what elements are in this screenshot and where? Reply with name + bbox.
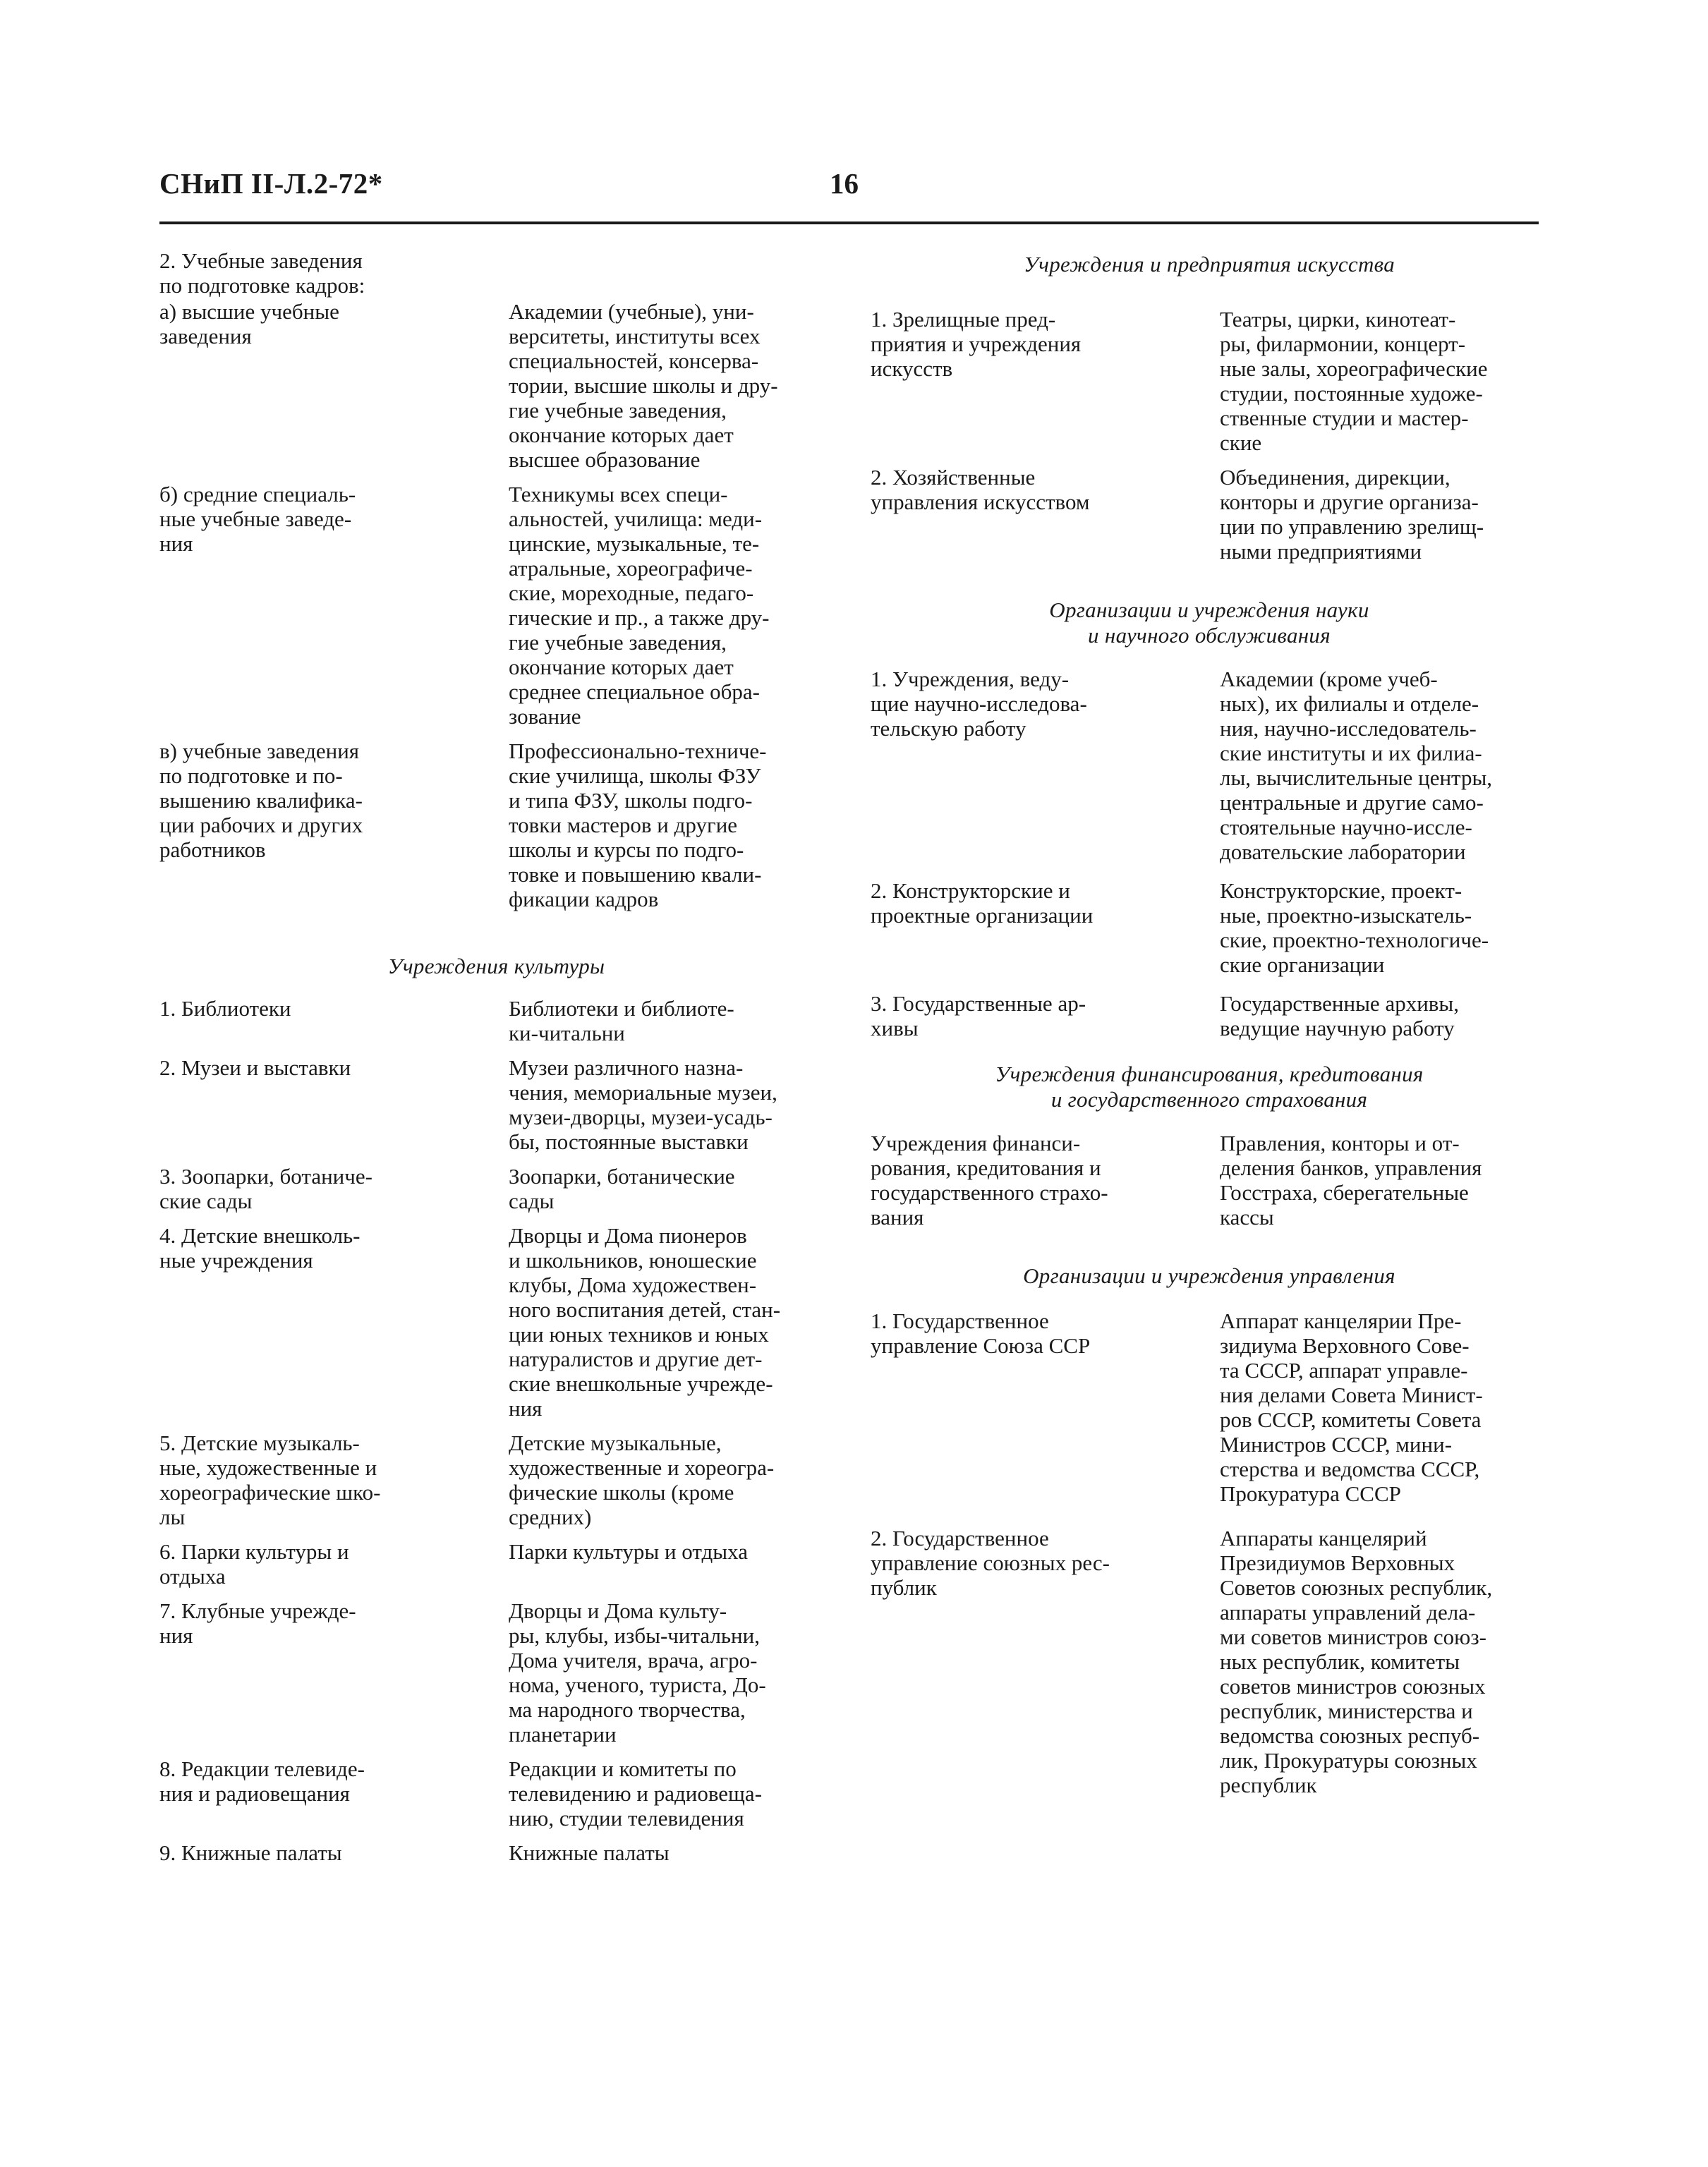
table-row — [159, 1539, 833, 1589]
row-definition: Парки культуры и отдыха — [509, 1539, 748, 1564]
table-row — [159, 1431, 833, 1529]
table-row — [871, 667, 1548, 864]
table-row — [871, 307, 1548, 455]
row-definition: Редакции и комитеты по телевидению и радиовеща- нию, студии телевидения — [509, 1756, 763, 1831]
row-definition: Дворцы и Дома культу- ры, клубы, избы-читальни, Дома учителя, врача, агро- нома, ученого, туриста, До- ма народного творчества, планетарии — [509, 1598, 766, 1747]
section-heading-culture: Учреждения культуры — [387, 954, 605, 978]
row-term: 2. Государственное управление союзных рес- публик — [871, 1526, 1110, 1600]
table-row — [159, 996, 833, 1045]
education-intro: 2. Учебные заведения по подготовке кадров: — [159, 248, 365, 298]
table-row — [871, 991, 1548, 1040]
document-code: СНиП II-Л.2-72* — [159, 167, 383, 200]
right-column — [871, 248, 1548, 1797]
table-row — [871, 1526, 1548, 1797]
table-row — [871, 1309, 1548, 1506]
row-term: 2. Хозяйственные управления искусством — [871, 465, 1090, 514]
row-definition: Музеи различного назна- чения, мемориальные музеи, музеи-дворцы, музеи-усадь- бы, постоянные выставки — [509, 1055, 777, 1154]
table-row — [159, 1223, 833, 1421]
table-row — [159, 1598, 833, 1747]
table-row — [871, 878, 1548, 977]
row-definition: Зоопарки, ботанические сады — [509, 1164, 735, 1213]
row-term: 9. Книжные палаты — [159, 1840, 342, 1865]
row-definition: Дворцы и Дома пионеров и школьников, юношеские клубы, Дома художествен- ного воспитания детей, стан- ции юных техников и юных натуралистов и другие дет- ские внешкольные учрежде- ния — [509, 1223, 781, 1421]
row-definition: Аппарат канцелярии Пре- зидиума Верховного Сове- та СССР, аппарат управле- ния делами Совета Минист- ров СССР, комитеты Совета Министров СССР, мини- стерства и ведомства СССР, Прокуратура СССР — [1220, 1309, 1483, 1506]
table-row — [871, 1131, 1548, 1230]
row-term: 1. Государственное управление Союза ССР — [871, 1309, 1091, 1358]
table-row — [159, 1756, 833, 1831]
table-row — [159, 1055, 833, 1154]
row-term: 4. Детские внешколь- ные учреждения — [159, 1223, 361, 1273]
row-term: 1. Зрелищные пред- приятия и учреждения искусств — [871, 307, 1082, 381]
row-definition: Правления, конторы и от- деления банков, управления Госстраха, сберегательные кассы — [1220, 1131, 1482, 1230]
row-definition: Государственные архивы, ведущие научную работу — [1220, 991, 1460, 1040]
table-row — [159, 1840, 833, 1865]
row-definition: Техникумы всех специ- альностей, училища: меди- цинские, музыкальные, те- атральные, хореографиче- ские, мореходные, педаго- гические и пр., а также дру- гие учебные заведения, окончание которых дает среднее специальное обра- зование — [509, 482, 770, 729]
left-column — [159, 248, 833, 1865]
row-definition: Профессионально-техниче- ские училища, школы ФЗУ и типа ФЗУ, школы подго- товки мастеров и другие школы и курсы по подго- товке и повышению квали- фикации кадров — [509, 739, 767, 911]
table-row — [871, 465, 1548, 564]
row-definition: Детские музыкальные, художественные и хореогра- фические школы (кроме средних) — [509, 1431, 775, 1529]
section-heading-finance: Учреждения финансирования, кредитования и государственного страхования — [995, 1062, 1424, 1112]
row-term: 3. Зоопарки, ботаниче- ские сады — [159, 1164, 373, 1213]
row-term: 3. Государственные ар- хивы — [871, 991, 1086, 1040]
row-term: 1. Учреждения, веду- щие научно-исследова- тельскую работу — [871, 667, 1087, 741]
row-definition: Конструкторские, проект- ные, проектно-изыскатель- ские, проектно-технологиче- ские организации — [1220, 878, 1489, 977]
row-definition: Книжные палаты — [509, 1840, 670, 1865]
row-definition: Библиотеки и библиоте- ки-читальни — [509, 996, 734, 1045]
row-definition: Аппараты канцелярий Президиумов Верховных Советов союзных республик, аппараты управлений дела- ми советов министров союз- ных республик, комитеты советов министров союзных республик, министерства и ведомства союзных респуб- лик, Прокуратуры союзных республик — [1220, 1526, 1493, 1797]
row-term: а) высшие учебные заведения — [159, 299, 339, 348]
table-row — [159, 299, 833, 472]
row-term: 6. Парки культуры и отдыха — [159, 1539, 349, 1589]
row-term: 8. Редакции телевиде- ния и радиовещания — [159, 1756, 365, 1806]
row-term: 7. Клубные учрежде- ния — [159, 1598, 356, 1648]
table-row — [159, 739, 833, 911]
section-heading-science: Организации и учреждения науки и научного обслуживания — [1049, 597, 1369, 648]
row-definition: Объединения, дирекции, конторы и другие организа- ции по управлению зрелищ- ными предприятиями — [1220, 465, 1484, 564]
row-term: б) средние специаль- ные учебные заведе- ния — [159, 482, 356, 556]
table-row — [159, 1164, 833, 1213]
page-header — [159, 166, 1539, 224]
row-definition: Академии (учебные), уни- верситеты, институты всех специальностей, консерва- тории, высшие школы и дру- гие учебные заведения, окончание которых дает высшее образование — [509, 299, 778, 472]
row-term: 2. Конструкторские и проектные организации — [871, 878, 1094, 928]
table-row — [159, 482, 833, 729]
row-term: 5. Детские музыкаль- ные, художественные и хореографические шко- лы — [159, 1431, 381, 1529]
row-term: 2. Музеи и выставки — [159, 1055, 351, 1080]
section-heading-arts: Учреждения и предприятия искусства — [1023, 252, 1395, 277]
section-heading-management: Организации и учреждения управления — [1023, 1263, 1395, 1288]
row-definition: Академии (кроме учеб- ных), их филиалы и отделе- ния, научно-исследователь- ские институты и их филиа- лы, вычислительные центры, центральные и другие само- стоятельные научно-иссле- довательские лаборатории — [1220, 667, 1493, 864]
row-term: в) учебные заведения по подготовке и по- вышению квалифика- ции рабочих и других работников — [159, 739, 363, 862]
row-term: 1. Библиотеки — [159, 996, 291, 1021]
page-number: 16 — [830, 167, 859, 200]
row-definition: Театры, цирки, кинотеат- ры, филармонии, концерт- ные залы, хореографические студии, постоянные художе- ственные студии и мастер- ские — [1220, 307, 1488, 455]
row-term: Учреждения финанси- рования, кредитования и государственного страхо- вания — [871, 1131, 1108, 1230]
